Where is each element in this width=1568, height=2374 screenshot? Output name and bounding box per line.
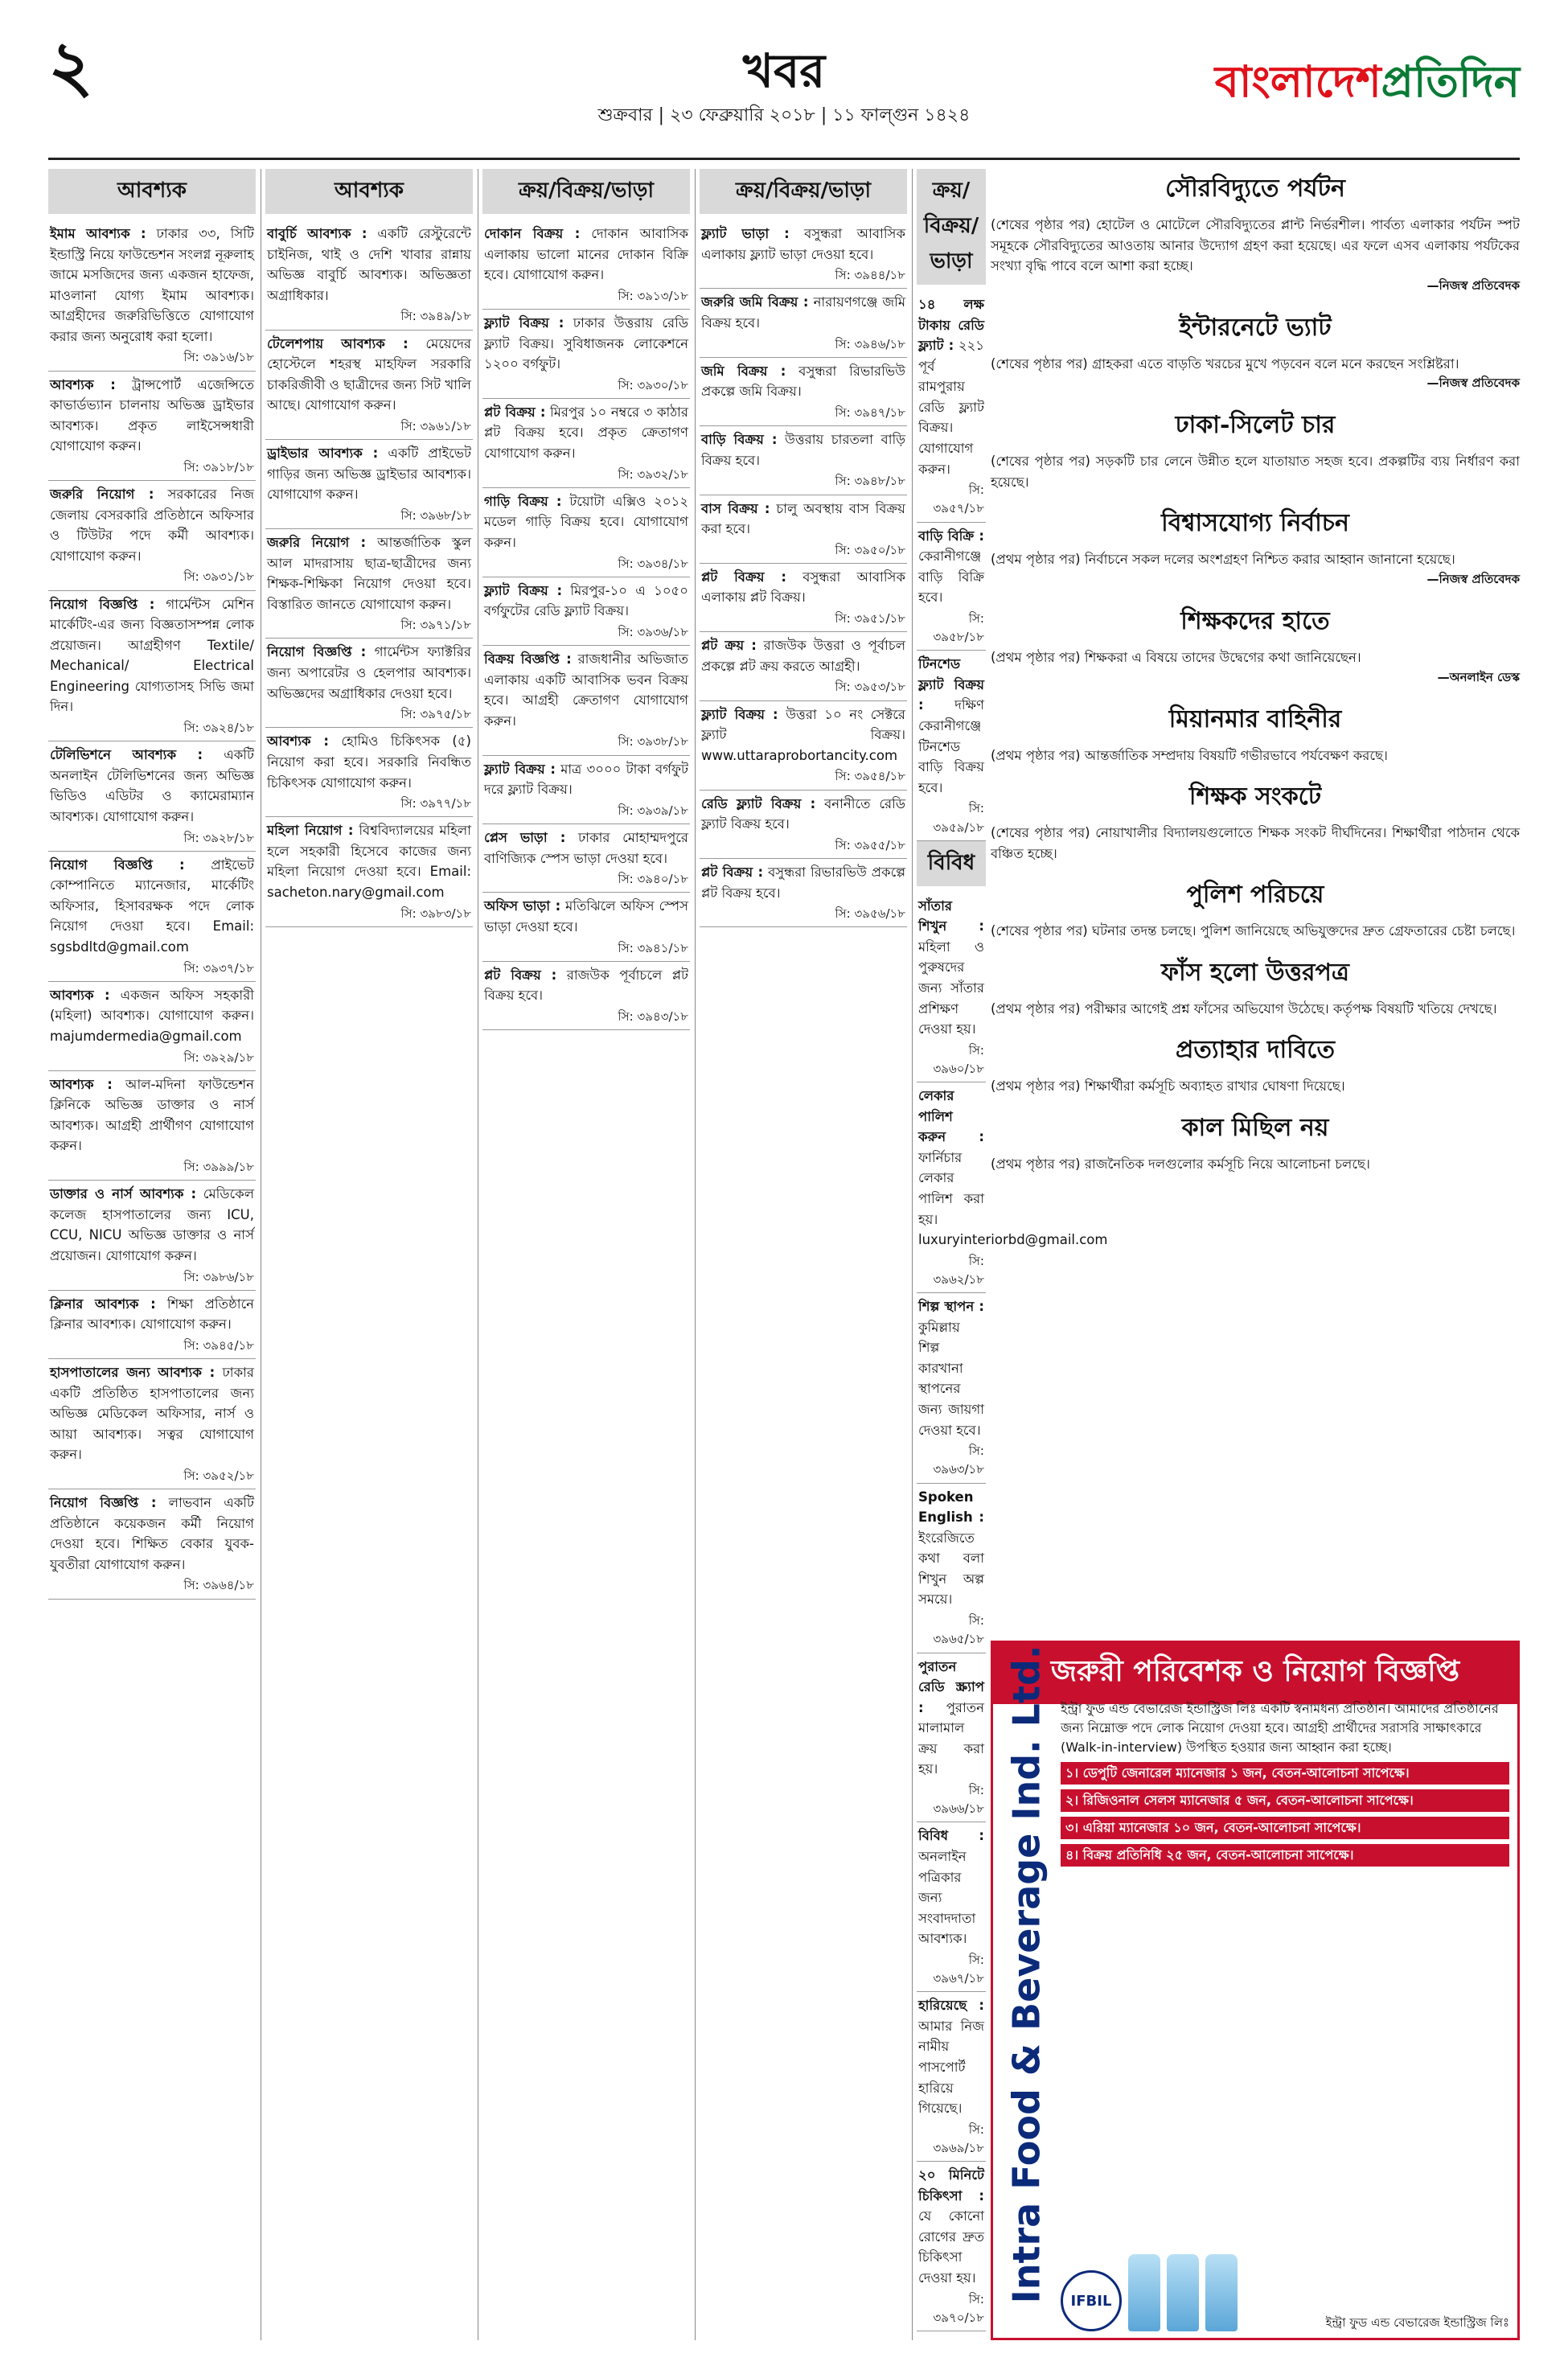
- side-stories-list: [991, 875, 1520, 1174]
- classified-ad[interactable]: [917, 1653, 986, 1823]
- job-position: ২। রিজিওনাল সেলস ম্যানেজার ৫ জন, বেতন-আলোচনা সাপেক্ষে।: [1061, 1789, 1509, 1812]
- classified-ad-text: একটি রেস্টুরেন্টে চাইনিজ, থাই ও দেশি খাবার রান্নায় অভিজ্ঞ বাবুর্চি আবশ্যক। অভিজ্ঞতা অগ্রাধিকার।: [267, 226, 472, 303]
- bottle-icon: [1167, 2254, 1199, 2331]
- news-story: [991, 602, 1520, 688]
- side-story: [991, 1108, 1520, 1175]
- classified-ad-title: ফ্ল্যাট ভাড়া :: [701, 226, 790, 241]
- classified-ad-title: প্লট বিক্রয় :: [484, 404, 546, 420]
- classified-ad[interactable]: [917, 2162, 986, 2331]
- classified-ad-code: সি: ৩৯৬৯/১৮: [933, 2121, 984, 2155]
- classified-ad-title: শিল্প স্থাপন :: [918, 1299, 984, 1315]
- classified-ad-title: জরুরি নিয়োগ :: [50, 487, 154, 503]
- classified-ad-code: সি: ৩৯৫৬/১৮: [835, 906, 905, 922]
- classified-ad-code: সি: ৩৯৫৫/১৮: [835, 837, 905, 852]
- classified-ad-text: গার্মেন্টস মেশিন মার্কেটিং-এর জন্য বিজ্ঞতাসম্পন্ন লোক প্রয়োজন। আগ্রহীগণ Textile/ Mechanical/ Electrical Engineering যোগ্যতাসহ সিভি জমা দিন।: [50, 596, 254, 715]
- side-story-body: (প্রথম পৃষ্ঠার পর) শিক্ষার্থীরা কর্মসূচি অব্যাহত রাখার ঘোষণা দিয়েছে।: [991, 1078, 1345, 1095]
- classified-ad[interactable]: [917, 1822, 986, 1992]
- classified-ad[interactable]: [48, 1291, 256, 1359]
- classified-ad-text: গার্মেন্টস ফ্যাক্টরির জন্য অপারেটর ও হেলপার আবশ্যক। অভিজ্ঞদের অগ্রাধিকার দেওয়া হবে।: [267, 644, 471, 701]
- classified-ad-title: প্লট বিক্রয় :: [701, 864, 764, 880]
- classified-ad[interactable]: [48, 1359, 256, 1489]
- classified-ad[interactable]: [265, 220, 473, 331]
- classified-ad[interactable]: [265, 440, 473, 529]
- classified-ad-text: লাভবান একটি প্রতিষ্ঠানে কয়েকজন কর্মী নিয়োগ দেওয়া হবে। শিক্ষিত বেকার যুবক-যুবতীরা যোগাযোগ করুন।: [50, 1495, 254, 1572]
- news-column: [991, 169, 1520, 1633]
- classified-ad-title: পুরাতন রেডি স্ক্র্যাপ :: [918, 1658, 984, 1715]
- classified-ad-text: চালু অবস্থায় বাস বিক্রয় করা হবে।: [701, 500, 905, 537]
- side-story-title: পুলিশ পরিচয়ে: [1186, 881, 1324, 910]
- classified-ad-code: সি: ৩৯৫০/১৮: [835, 542, 905, 557]
- classified-ad[interactable]: [482, 893, 690, 961]
- classified-ad-text: ঢাকার ৩৩, সিটি ইন্ডাস্ট্রি নিয়ে ফাউন্ডেশন সংলগ্ন নূরুলাহ জামে মসজিদের জন্য একজন হাফেজ, মাওলানা যোগ্য ইমাম আবশ্যক। আগ্রহীদের জরুরিভিত্তিতে যোগাযোগ করার জন্য অনুরোধ করা হলো।: [50, 226, 254, 344]
- classified-ad[interactable]: [482, 646, 690, 756]
- side-story: [991, 953, 1520, 1020]
- news-story-title: শিক্ষক সংকটে: [1188, 782, 1322, 811]
- classified-ad-title: লেকার পালিশ করুন :: [918, 1088, 984, 1145]
- classified-ad[interactable]: [700, 495, 907, 564]
- classified-ad[interactable]: [482, 756, 690, 824]
- classified-ad-title: প্লট বিক্রয় :: [701, 569, 786, 585]
- classified-ad-text: একজন অফিস সহকারী (মহিলা) আবশ্যক। যোগাযোগ করুন। majumdermedia@gmail.com: [50, 987, 254, 1044]
- classified-ad-title: ডাক্তার ও নার্স আবশ্যক :: [50, 1186, 197, 1202]
- classified-ad-code: সি: ৩৯৫১/১৮: [835, 611, 905, 626]
- classified-ad-text: ইংরেজিতে কথা বলা শিখুন অল্প সময়ে।: [918, 1530, 984, 1608]
- classified-ad-text: রাজউক উত্তরা ও পূর্বাচল প্রকল্পে প্লট ক্রয় করতে আগ্রহী।: [701, 638, 906, 674]
- classified-ad-text: সরকারের নিজ জেলায় বেসরকারি প্রতিষ্ঠানে অফিসার ও টিউটর পদে কর্মী আবশ্যক। যোগাযোগ করুন।: [50, 487, 254, 564]
- classified-ad-title: ফ্ল্যাট বিক্রয় :: [484, 761, 556, 777]
- classified-column-1: [48, 169, 256, 2340]
- column-divider: [695, 169, 696, 2340]
- classified-ad-title: সাঁতার শিখুন :: [918, 897, 984, 934]
- classified-ad-code: সি: ৩৯৭৫/১৮: [400, 707, 471, 722]
- classified-ad[interactable]: [917, 1992, 986, 2162]
- news-story-body: (শেষের পৃষ্ঠার পর) নোয়াখালীর বিদ্যালয়গুলোতে শিক্ষক সংকট দীর্ঘদিনের। শিক্ষার্থীরা পাঠদান থেকে বঞ্চিত হচ্ছে।: [991, 825, 1520, 861]
- side-story-body: (প্রথম পৃষ্ঠার পর) রাজনৈতিক দলগুলোর কর্মসূচি নিয়ে আলোচনা চলছে।: [991, 1156, 1370, 1172]
- classified-ad-title: মহিলা নিয়োগ :: [267, 823, 354, 839]
- classified-ad-title: ড্রাইভার আবশ্যক :: [267, 446, 379, 461]
- classified-ad-title: হাসপাতালের জন্য আবশ্যক :: [50, 1365, 215, 1381]
- classified-ad[interactable]: [700, 289, 907, 357]
- classified-ad-code: সি: ৩৯৩৭/১৮: [183, 960, 254, 975]
- page-number: ২: [48, 26, 93, 107]
- classified-ad-code: সি: ৩৯৪৮/১৮: [835, 474, 905, 489]
- classified-ad-code: সি: ৩৯১৩/১৮: [618, 288, 688, 303]
- classified-ad-code: সি: ৩৯৫২/১৮: [183, 1468, 254, 1483]
- column-heading: আবশ্যক: [48, 169, 256, 214]
- classified-ad-text: আল-মদিনা ফাউন্ডেশন ক্লিনিকে অভিজ্ঞ ডাক্তার ও নার্স আবশ্যক। আগ্রহী প্রার্থীগণ যোগাযোগ করুন।: [50, 1076, 254, 1154]
- bottle-icon: [1128, 2254, 1160, 2331]
- job-position: ১। ডেপুটি জেনারেল ম্যানেজার ১ জন, বেতন-আলোচনা সাপেক্ষে।: [1061, 1762, 1509, 1785]
- news-story-title: শিক্ষকদের হাতে: [1180, 606, 1330, 635]
- classified-ad[interactable]: [700, 358, 907, 426]
- classified-ad[interactable]: [48, 1071, 256, 1181]
- news-story-body: (প্রথম পৃষ্ঠার পর) নির্বাচনে সকল দলের অংশগ্রহণ নিশ্চিত করার আহ্বান জানানো হয়েছে।: [991, 552, 1455, 568]
- classified-ad-title: টিনশেড ফ্ল্যাট বিক্রয় :: [918, 656, 984, 713]
- news-story-byline: —নিজস্ব প্রতিবেদক: [1426, 571, 1520, 586]
- classified-ad-title: বাড়ি বিক্রয় :: [701, 432, 778, 448]
- classified-ad-code: সি: ৩৯৫৭/১৮: [933, 483, 984, 516]
- classified-ad-title: ফ্ল্যাট বিক্রয় :: [484, 582, 563, 598]
- classified-ad[interactable]: [48, 852, 256, 982]
- classified-ad-text: দোকান আবাসিক এলাকায় ভালো মানের দোকান বিক্রি হবে। যোগাযোগ করুন।: [484, 226, 688, 283]
- classified-ad-text: বসুন্ধরা রিভারভিউ প্রকল্পে জমি বিক্রয়।: [701, 363, 906, 400]
- news-story-byline: —নিজস্ব প্রতিবেদক: [1426, 277, 1520, 293]
- classified-ad[interactable]: [482, 824, 690, 893]
- classified-ad-title: জরুরি জমি বিক্রয় :: [701, 294, 809, 310]
- side-story-title: ফাঁস হলো উত্তরপত্র: [1161, 958, 1349, 987]
- classified-ad-title: জমি বিক্রয় :: [701, 363, 786, 379]
- classified-ad-text: একটি প্রাইভেট গাড়ির জন্য অভিজ্ঞ ড্রাইভার আবশ্যক। যোগাযোগ করুন।: [267, 446, 472, 503]
- classified-ad-code: সি: ৩৯৪১/১৮: [618, 940, 688, 955]
- column-heading: ক্রয়/বিক্রয়/ভাড়া: [917, 169, 986, 285]
- classified-ad-text: মেয়েদের হোস্টেলে শহরস্থ মাহফিল সরকারি চাকরিজীবী ও ছাত্রীদের জন্য সিট খালি আছে। যোগাযোগ করুন।: [267, 335, 472, 413]
- classified-ad-code: সি: ৩৯৪৫/১৮: [183, 1337, 254, 1353]
- side-story-body: (শেষের পৃষ্ঠার পর) ঘটনার তদন্ত চলছে। পুলিশ জানিয়েছে অভিযুক্তদের দ্রুত গ্রেফতারের চেষ্টা চলছে।: [991, 923, 1516, 939]
- classified-ad[interactable]: [265, 639, 473, 728]
- classified-ad[interactable]: [482, 220, 690, 310]
- classified-ad-code: সি: ৩৯১৬/১৮: [183, 350, 254, 365]
- classified-ad-text: মেডিকেল কলেজ হাসপাতালের জন্য ICU, CCU, NICU অভিজ্ঞ ডাক্তার ও নার্স প্রয়োজন। যোগাযোগ করুন।: [50, 1186, 254, 1263]
- classified-ad-title: বিক্রয় বিজ্ঞপ্তি :: [484, 651, 572, 667]
- job-ad-positions: [1061, 1762, 1509, 1867]
- classified-ad-code: সি: ৩৯২৯/১৮: [183, 1049, 254, 1065]
- classified-ad[interactable]: [917, 651, 986, 840]
- job-position: ৩। এরিয়া ম্যানেজার ১০ জন, বেতন-আলোচনা সাপেক্ষে।: [1061, 1817, 1509, 1839]
- classified-ad-code: সি: ৩৯৬০/১৮: [933, 1042, 984, 1076]
- classified-ad-code: সি: ৩৯৪৯/১৮: [400, 309, 471, 324]
- classified-ad[interactable]: [265, 728, 473, 817]
- classified-ad-title: টেলিভিশনে আবশ্যক :: [50, 747, 203, 763]
- masthead-rule: [48, 158, 1520, 160]
- classified-ad-title: প্লট ক্রয় :: [701, 638, 757, 654]
- classified-ad-text: টয়োটা এক্সিও ২০১২ মডেল গাড়ি বিক্রয় হবে। যোগাযোগ করুন।: [484, 493, 688, 550]
- classified-ad-text: কেরানীগঞ্জে বাড়ি বিক্রি হবে।: [918, 548, 984, 606]
- news-story-body: (শেষের পৃষ্ঠার পর) সড়কটি চার লেনে উন্নীত হলে যাতায়াত সহজ হবে। প্রকল্পটির ব্যয় নির্ধারণ করা হয়েছে।: [991, 454, 1520, 490]
- classified-ad[interactable]: [48, 220, 256, 372]
- classified-ad-title: ইমাম আবশ্যক :: [50, 226, 146, 241]
- classified-ad[interactable]: [482, 962, 690, 1030]
- classified-ad-text: ২২১ পূর্ব রামপুরায় রেডি ফ্ল্যাট বিক্রয়। যোগাযোগ করুন।: [918, 338, 984, 477]
- classified-ad-title: ফ্ল্যাট বিক্রয় :: [701, 706, 778, 722]
- column-divider: [912, 169, 913, 2340]
- classified-ad-text: মিরপুর-১০ এ ১০৫০ বর্গফুটের রেডি ফ্ল্যাট বিক্রয়।: [484, 582, 688, 619]
- classified-ad[interactable]: [700, 632, 907, 700]
- job-ad-footer: [1061, 2248, 1509, 2331]
- classified-ad[interactable]: [482, 399, 690, 488]
- classified-ad[interactable]: [482, 310, 690, 399]
- bottle-icon: [1205, 2254, 1238, 2331]
- classified-ad-code: সি: ৩৯৭৭/১৮: [400, 796, 471, 811]
- news-story: [991, 405, 1520, 492]
- classified-ad-title: আবশ্যক :: [50, 987, 110, 1003]
- news-story-title: ঢাকা-সিলেট চার: [1175, 411, 1336, 440]
- classified-ad-code: সি: ৩৯৩৪/১৮: [618, 556, 688, 571]
- classified-ad-title: বিবিধ :: [918, 1828, 984, 1844]
- classified-ad[interactable]: [265, 817, 473, 927]
- news-story-byline: —নিজস্ব প্রতিবেদক: [1426, 376, 1520, 391]
- classified-ad-code: সি: ৩৯৫৩/১৮: [835, 680, 905, 695]
- job-ad-intro: ইন্ট্রা ফুড এন্ড বেভারেজ ইন্ডাস্ট্রিজ লিঃ একটি স্বনামধন্য প্রতিষ্ঠান। আমাদের প্রতিষ্ঠানের জন্য নিম্নোক্ত পদে লোক নিয়োগ দেওয়া হবে। আগ্রহী প্রার্থীদের সরাসরি সাক্ষাৎকারে (Walk-in-interview) উপস্থিত হওয়ার জন্য আহ্বান করা হচ্ছে।: [1061, 1701, 1499, 1755]
- news-stories-list: [991, 308, 1520, 865]
- classified-ad-code: সি: ৩৯৬৬/১৮: [933, 1782, 984, 1817]
- classified-ad-text: রাজউক পূর্বাচলে প্লট বিক্রয় হবে।: [484, 967, 688, 1004]
- classified-ad[interactable]: [917, 523, 986, 651]
- classified-ad-text: বসুন্ধরা আবাসিক এলাকায় প্লট বিক্রয়।: [701, 569, 906, 606]
- classified-ad-text: শিক্ষা প্রতিষ্ঠানে ক্লিনার আবশ্যক। যোগাযোগ করুন।: [50, 1296, 255, 1333]
- classified-ad-text: বিশ্ববিদ্যালয়ের মহিলা হলে সহকারী হিসেবে কাজের জন্য মহিলা নিয়োগ দেওয়া হবে। Email: sacheton.nary@gmail.com: [267, 823, 471, 900]
- classified-ad-title: দোকান বিক্রয় :: [484, 226, 581, 241]
- classified-ad-title: টেলেশপায় আবশ্যক :: [267, 335, 408, 351]
- classified-ad-text: পুরাতন মালামাল ক্রয় করা হয়।: [918, 1699, 984, 1777]
- classified-ad[interactable]: [917, 1082, 1108, 1293]
- classified-ad-title: বাবুর্চি আবশ্যক :: [267, 226, 367, 241]
- classified-ad-code: সি: ৩৯৪৩/১৮: [618, 1008, 688, 1024]
- classified-ad[interactable]: [700, 859, 907, 927]
- classified-ad-text: মাত্র ৩০০০ টাকা বর্গফুট দরে ফ্ল্যাট বিক্রয়।: [484, 761, 688, 798]
- job-ad-heading: জরুরী পরিবেশক ও নিয়োগ বিজ্ঞপ্তি: [993, 1643, 1517, 1704]
- classified-ad-title: জরুরি নিয়োগ :: [267, 534, 367, 550]
- classified-column-2: [265, 169, 473, 2340]
- classified-ad[interactable]: [700, 426, 907, 495]
- news-story-body: (প্রথম পৃষ্ঠার পর) শিক্ষকরা এ বিষয়ে তাদের উদ্বেগের কথা জানিয়েছেন।: [991, 649, 1361, 665]
- news-story-byline: —অনলাইন ডেস্ক: [1437, 669, 1520, 684]
- classified-ad-title: প্লট বিক্রয় :: [484, 967, 557, 983]
- classified-ad-text: দক্ষিণ কেরানীগঞ্জে টিনশেড বাড়ি বিক্রয় হবে।: [918, 697, 984, 795]
- classified-ad-text: একটি অনলাইন টেলিভিশনের জন্য অভিজ্ঞ ভিডিও এডিটর ও ক্যামেরাম্যান আবশ্যক। যোগাযোগ করুন।: [50, 747, 254, 824]
- job-position: ৪। বিক্রয় প্রতিনিধি ২৫ জন, বেতন-আলোচনা সাপেক্ষে।: [1061, 1844, 1509, 1867]
- classified-ad-title: নিয়োগ বিজ্ঞপ্তি :: [50, 1495, 157, 1511]
- section-title: খবর: [742, 43, 826, 98]
- company-name: Intra Food & Beverage Ind. Ltd.: [1004, 1645, 1049, 2304]
- news-story: [991, 777, 1520, 864]
- classified-ad-code: সি: ৩৯১৮/১৮: [183, 459, 254, 474]
- classified-ad-text: ঢাকার একটি প্রতিষ্ঠিত হাসপাতালের জন্য অভিজ্ঞ মেডিকেল অফিসার, নার্স ও আয়া আবশ্যক। সত্বর যোগাযোগ করুন।: [50, 1365, 254, 1463]
- classified-ad[interactable]: [700, 220, 907, 289]
- classified-ad-title: নিয়োগ বিজ্ঞপ্তি :: [50, 596, 155, 612]
- classified-ad[interactable]: [917, 893, 986, 1082]
- classified-ad-code: সি: ৩৯৬২/১৮: [933, 1253, 984, 1287]
- classified-ad-code: সি: ৩৯৫৯/১৮: [933, 801, 984, 835]
- classified-ad[interactable]: [917, 291, 986, 523]
- classified-ad[interactable]: [700, 791, 907, 859]
- classified-ad[interactable]: [917, 1293, 986, 1483]
- classified-ad[interactable]: [48, 741, 256, 852]
- classified-ad-code: সি: ৩৯৯৯/১৮: [183, 1160, 254, 1174]
- classified-ad-text: উত্তরায় চারতলা বাড়ি বিক্রয় হবে।: [701, 432, 905, 468]
- classified-ad[interactable]: [700, 701, 907, 791]
- classified-ad-code: সি: ৩৯২৮/১৮: [183, 830, 254, 845]
- classified-ad-text: ট্রান্সপোর্ট এজেন্সিতে কাভার্ডভ্যান চালনায় অভিজ্ঞ ড্রাইভার আবশ্যক। প্রকৃত লাইসেন্সধারী যোগাযোগ করুন।: [50, 376, 254, 454]
- classified-ad-text: ঢাকার মোহাম্মদপুরে বাণিজ্যিক স্পেস ভাড়া দেওয়া হবে।: [484, 830, 688, 866]
- classified-ad-code: সি: ৩৯৬৩/১৮: [933, 1444, 984, 1477]
- classified-ad-title: Spoken English :: [918, 1489, 984, 1526]
- classified-ad-title: ১৪ লক্ষ টাকায় রেডি ফ্ল্যাট :: [918, 297, 984, 354]
- side-story-title: কাল মিছিল নয়: [1181, 1113, 1329, 1142]
- classified-ad-code: সি: ৩৯৬৫/১৮: [933, 1613, 984, 1647]
- job-ad-body: [1061, 1699, 1509, 2241]
- classified-ad-code: সি: ৩৯৪৭/১৮: [835, 405, 905, 420]
- classified-ad-code: সি: ৩৯৬৭/১৮: [933, 1952, 984, 1986]
- classified-ad-title: বাস বিক্রয় :: [701, 500, 770, 516]
- classified-ad-code: সি: ৩৯২৪/১৮: [183, 721, 254, 735]
- classified-ad-title: অফিস ভাড়া :: [484, 898, 561, 914]
- classified-ad-code: সি: ৩৯৩৬/১৮: [618, 624, 688, 639]
- news-story-title: মিয়ানমার বাহিনীর: [1168, 704, 1342, 733]
- column-heading: ক্রয়/বিক্রয়/ভাড়া: [700, 169, 907, 214]
- classified-ad-text: ঢাকার উত্তরায় রেডি ফ্ল্যাট বিক্রয়। সুবিধাজনক লোকেশনে ১২০০ বর্গফুট।: [484, 314, 688, 372]
- company-name-vertical: [998, 1645, 1054, 2304]
- classified-ad-text: মতিঝিলে অফিস স্পেস ভাড়া দেওয়া হবে।: [484, 898, 688, 934]
- side-story: [991, 1030, 1520, 1097]
- column-subheading: বিবিধ: [917, 841, 986, 886]
- classified-ad-title: আবশ্যক :: [50, 1076, 113, 1092]
- newspaper-logo[interactable]: [1215, 48, 1520, 121]
- classified-ad-title: আবশ্যক :: [267, 733, 329, 750]
- masthead: [48, 26, 1520, 153]
- job-advertisement: [991, 1641, 1520, 2340]
- classified-ad-text: অনলাইন পত্রিকার জন্য সংবাদদাতা আবশ্যক।: [918, 1848, 976, 1947]
- classified-ad-text: মহিলা ও পুরুষদের জন্য সাঁতার প্রশিক্ষণ দেওয়া হয়।: [918, 939, 984, 1037]
- news-story-body: (শেষের পৃষ্ঠার পর) গ্রাহকরা এতে বাড়তি খরচের মুখে পড়বেন বলে মনে করছেন সংশ্লিষ্টরা।: [991, 355, 1459, 372]
- classified-column-4: [700, 169, 907, 2340]
- classified-ad-code: সি: ৩৯৬৮/১৮: [400, 507, 471, 523]
- classified-ad-text: প্রাইভেট কোম্পানিতে ম্যানেজার, মার্কেটিং অফিসার, হিসাবরক্ষক পদে লোক নিয়োগ দেওয়া হবে। Email: sgsbdltd@gmail.com: [50, 856, 254, 955]
- classified-ad-code: সি: ৩৯৪৬/১৮: [835, 336, 905, 351]
- classified-ad-text: রাজধানীর অভিজাত এলাকায় একটি আবাসিক ভবন বিক্রয় হবে। আগ্রহী ক্রেতাগণ যোগাযোগ করুন।: [484, 651, 689, 729]
- classified-ad-code: সি: ৩৯৪০/১৮: [618, 872, 688, 887]
- column-heading: আবশ্যক: [265, 169, 473, 214]
- classified-ad-title: ২০ মিনিটে চিকিৎসা :: [918, 2167, 984, 2204]
- news-story-body: (শেষের পৃষ্ঠার পর) হোটেল ও মোটেলে সৌরবিদ্যুতের প্লান্ট নির্ভরশীল। পার্বত্য এলাকার পর্যটন স্পট সমূহকে সৌরবিদ্যুতের আওতায় আনার উদ্যোগ গ্রহণ করা হয়েছে। এর ফলে এসব এলাকায় পর্যটকের সংখ্যা বৃদ্ধি পাবে বলে আশা করা হচ্ছে।: [991, 217, 1520, 274]
- classified-ad-code: সি: ৩৯৩২/১৮: [618, 466, 688, 482]
- news-story-body: (প্রথম পৃষ্ঠার পর) আন্তর্জাতিক সম্প্রদায় বিষয়টি গভীরভাবে পর্যবেক্ষণ করছে।: [991, 747, 1388, 763]
- classified-ad-title: নিয়োগ বিজ্ঞপ্তি :: [50, 856, 185, 873]
- news-story: [991, 308, 1520, 395]
- classified-ad-code: সি: ৩৯৩০/১৮: [618, 377, 688, 392]
- classified-ad[interactable]: [265, 529, 473, 639]
- company-logo-icon: IFBIL: [1061, 2270, 1122, 2331]
- classified-ad[interactable]: [265, 331, 473, 441]
- classified-ad-code: সি: ৩৯৭০/১৮: [933, 2291, 984, 2325]
- classified-ad-code: সি: ৩৯৫৪/১৮: [835, 769, 905, 784]
- logo-part2: প্রতিদিন: [1381, 55, 1520, 107]
- dateline: শুক্রবার | ২৩ ফেব্রুয়ারি ২০১৮ | ১১ ফাল্গুন ১৪২৪: [597, 105, 971, 125]
- news-story: [991, 169, 1520, 297]
- classified-ad-text: বসুন্ধরা আবাসিক এলাকায় ফ্ল্যাট ভাড়া দেওয়া হবে।: [701, 226, 905, 262]
- classified-ad[interactable]: [48, 1181, 256, 1291]
- classified-ad[interactable]: [700, 564, 907, 632]
- classified-ad[interactable]: [482, 488, 690, 577]
- classified-ad[interactable]: [917, 1484, 986, 1653]
- classified-ad-title: আবশ্যক :: [50, 376, 116, 392]
- classified-ad[interactable]: [48, 481, 256, 591]
- classified-ad-code: সি: ৩৯৩৯/১৮: [618, 803, 688, 818]
- classified-ad-text: যে কোনো রোগের দ্রুত চিকিৎসা দেওয়া হয়।: [918, 2208, 984, 2286]
- classified-ad-text: ফার্নিচার লেকার পালিশ করা হয়। luxuryinteriorbd@gmail.com: [918, 1149, 1108, 1248]
- classified-ad-text: কুমিল্লায় শিল্প কারখানা স্থাপনের জন্য জায়গা দেওয়া হবে।: [918, 1319, 984, 1438]
- classified-ad-code: সি: ৩৯৫৮/১৮: [933, 610, 984, 645]
- classified-ad-text: আমার নিজ নামীয় পাসপোর্ট হারিয়ে গিয়েছে।: [918, 2018, 984, 2117]
- classified-ad-title: রেডি ফ্ল্যাট বিক্রয় :: [701, 795, 816, 811]
- news-story: [991, 700, 1520, 766]
- classified-ad-text: উত্তরা ১০ নং সেক্টরে ফ্ল্যাট বিক্রয়। www.uttaraprobortancity.com: [701, 706, 905, 763]
- classified-ad-title: ফ্ল্যাট বিক্রয় :: [484, 314, 564, 331]
- classified-ad-code: সি: ৩৯৩১/১৮: [183, 569, 254, 585]
- news-story-title: বিশ্বাসযোগ্য নির্বাচন: [1161, 509, 1349, 538]
- classified-column-3: [482, 169, 690, 2340]
- classified-ad-text: আন্তর্জাতিক স্কুল আল মাদরাসায় ছাত্র-ছাত্রীদের জন্য শিক্ষক-শিক্ষিকা নিয়োগ দেওয়া হবে। বিস্তারিত জানতে যোগাযোগ করুন।: [267, 534, 471, 612]
- classified-ad[interactable]: [48, 372, 256, 482]
- job-ad-footer-text: ইন্ট্রা ফুড এন্ড বেভারেজ ইন্ডাস্ট্রিজ লিঃ: [1325, 2315, 1509, 2330]
- news-story-title: ইন্টারনেটে ভ্যাট: [1179, 313, 1332, 342]
- classified-ad-code: সি: ৩৯৬৪/১৮: [183, 1578, 254, 1593]
- classified-ad-text: হোমিও চিকিৎসক (৫) নিয়োগ করা হবে। সরকারি নিবন্ধিত চিকিৎসক যোগাযোগ করুন।: [267, 733, 471, 791]
- classified-ad-title: প্লেস ভাড়া :: [484, 830, 566, 845]
- classified-ad-text: বসুন্ধরা রিভারভিউ প্রকল্পে প্লট বিক্রয় হবে।: [701, 864, 906, 901]
- classified-ad-code: সি: ৩৯৮৩/১৮: [400, 906, 471, 921]
- classified-ad-code: সি: ৩৯৮৬/১৮: [183, 1269, 254, 1284]
- side-story: [991, 875, 1520, 942]
- classified-ad-title: নিয়োগ বিজ্ঞপ্তি :: [267, 644, 367, 660]
- side-story-title: প্রত্যাহার দাবিতে: [1175, 1036, 1335, 1065]
- news-story-title: সৌরবিদ্যুতে পর্যটন: [1165, 175, 1345, 203]
- classified-ad-text: বনানীতে রেডি ফ্ল্যাট বিক্রয় হবে।: [701, 795, 905, 832]
- classified-ad-code: সি: ৩৯৪৪/১৮: [835, 268, 905, 283]
- classified-ad[interactable]: [48, 982, 256, 1071]
- column-heading: ক্রয়/বিক্রয়/ভাড়া: [482, 169, 690, 214]
- news-story: [991, 503, 1520, 590]
- classified-ad-title: বাড়ি বিক্রি :: [918, 528, 984, 544]
- classified-ad-code: সি: ৩৯৬১/১৮: [400, 418, 471, 433]
- classified-ad-title: হারিয়েছে :: [918, 1998, 984, 2014]
- logo-part1: বাংলাদেশ: [1214, 55, 1381, 107]
- classified-ad-text: নারায়ণগঞ্জে জমি বিক্রয় হবে।: [701, 294, 905, 331]
- classified-ad-text: মিরপুর ১০ নম্বরে ৩ কাঠার প্লট বিক্রয় হবে। প্রকৃত ক্রেতাগণ যোগাযোগ করুন।: [484, 404, 688, 461]
- classified-ad-title: ক্লিনার আবশ্যক :: [50, 1296, 156, 1312]
- classified-ad-code: সি: ৩৯৭১/১৮: [400, 618, 471, 633]
- classified-ad-title: গাড়ি বিক্রয় :: [484, 493, 562, 509]
- classified-ad[interactable]: [48, 591, 256, 742]
- classified-ad-code: সি: ৩৯৩৮/১৮: [618, 734, 688, 750]
- side-story-body: (প্রথম পৃষ্ঠার পর) পরীক্ষার আগেই প্রশ্ন ফাঁসের অভিযোগ উঠেছে। কর্তৃপক্ষ বিষয়টি খতিয়ে দেখছে।: [991, 1000, 1497, 1017]
- classified-ad[interactable]: [482, 577, 690, 646]
- classified-ad[interactable]: [48, 1489, 256, 1600]
